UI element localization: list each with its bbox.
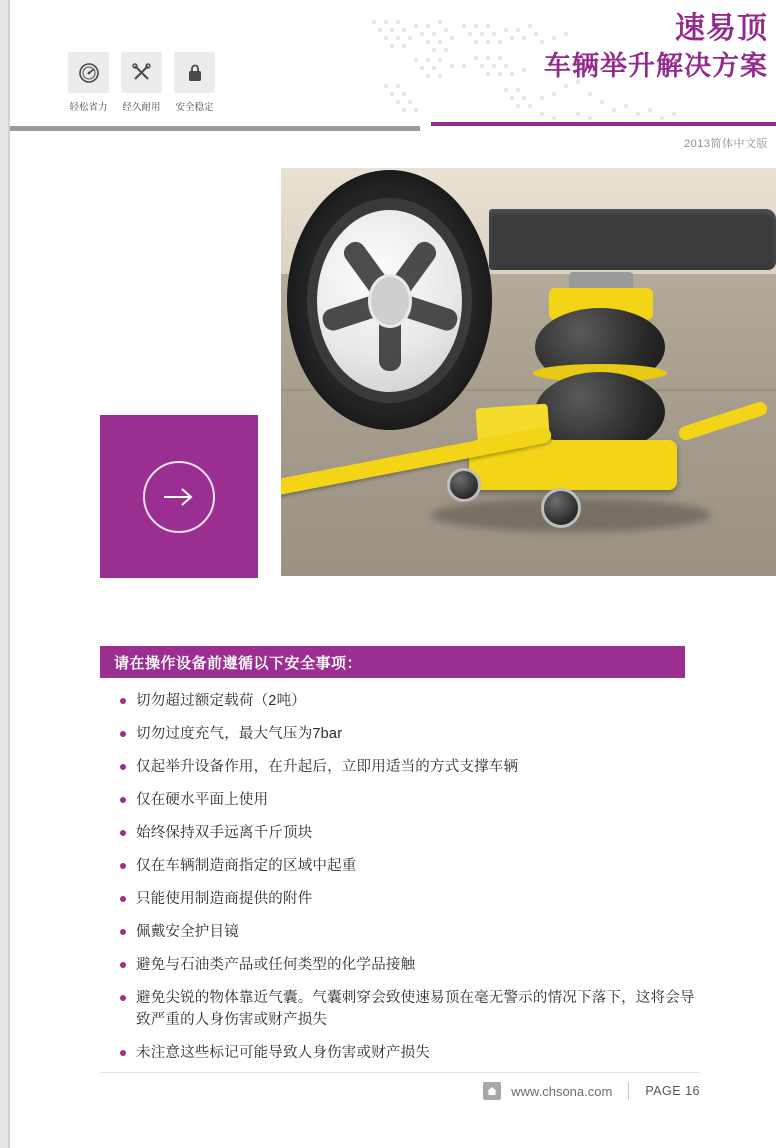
footer-page-number: PAGE 16: [645, 1084, 700, 1098]
list-item: [100, 954, 700, 976]
lock-icon-glyph: [183, 61, 207, 85]
tools-icon: [121, 52, 162, 93]
footer-website[interactable]: www.chsona.com: [511, 1083, 613, 1099]
list-item: [100, 690, 700, 712]
list-item: [100, 756, 700, 778]
list-item-text: 仅起举升设备作用，在升起后，立即用适当的方式支撑车辆: [136, 758, 519, 775]
feature-icon-item: [121, 52, 162, 113]
page-header: [0, 0, 776, 150]
hero-wheel-rim: [317, 210, 462, 392]
list-item-text: 避免尖锐的物体靠近气囊。气囊刺穿会致使速易顶在毫无警示的情况下落下，这将会导致严重的人身伤害或财产损失: [136, 989, 695, 1029]
bullet-icon: [120, 731, 126, 737]
rim-hub: [368, 274, 412, 328]
bullet-icon: [120, 896, 126, 902]
jack-caster-front: [447, 468, 481, 502]
list-item-text: 佩戴安全护目镜: [136, 923, 239, 940]
header-brand-block: [356, 0, 776, 130]
list-item-text: 切勿超过额定载荷（2吨）: [136, 693, 306, 709]
tools-icon-glyph: [130, 61, 154, 85]
bullet-icon: [120, 995, 126, 1001]
bullet-icon: [120, 1050, 126, 1056]
list-item-text: 仅在硬水平面上使用: [136, 791, 269, 808]
page-footer: [100, 1082, 700, 1100]
bullet-icon: [120, 830, 126, 836]
feature-icon-label: 轻松省力: [69, 102, 108, 113]
arrow-right-icon: [143, 461, 215, 533]
gauge-icon-glyph: [77, 61, 101, 85]
bullet-icon: [120, 764, 126, 770]
brand-subtitle: 车辆举升解决方案: [544, 51, 768, 81]
list-item-text: 切勿过度充气，最大气压为7bar: [136, 725, 343, 742]
left-edge-rail: [0, 0, 10, 1148]
list-item: [100, 921, 700, 943]
bullet-icon: [120, 797, 126, 803]
list-item: [100, 987, 700, 1032]
hero-car-sill: [489, 209, 776, 270]
feature-icon-label: 经久耐用: [122, 102, 161, 113]
list-item-text: 避免与石油类产品或任何类型的化学品接触: [136, 956, 416, 973]
home-icon-glyph: [486, 1085, 498, 1097]
bullet-icon: [120, 929, 126, 935]
list-item: [100, 888, 700, 910]
safety-list: [100, 690, 700, 1075]
list-item: [100, 855, 700, 877]
bullet-icon: [120, 962, 126, 968]
list-item-text: 仅在车辆制造商指定的区域中起重: [136, 857, 357, 874]
bullet-icon: [120, 863, 126, 869]
feature-icon-group: [68, 52, 215, 113]
list-item: [100, 723, 700, 745]
safety-heading-bar: [100, 646, 685, 678]
list-item-text: 只能使用制造商提供的附件: [136, 890, 313, 907]
list-item: [100, 789, 700, 811]
header-divider: [10, 126, 420, 131]
safety-heading-text: 请在操作设备前遵循以下安全事项：: [114, 654, 363, 672]
left-edge-rail-line: [8, 0, 10, 1148]
edition-label: 2013简体中文版: [684, 138, 768, 150]
gauge-icon: [68, 52, 109, 93]
feature-icon-label: 安全稳定: [175, 102, 214, 113]
accent-arrow-panel: [100, 415, 258, 578]
hero-photo: [281, 168, 776, 576]
hero-tire: [287, 170, 492, 430]
footer-separator: [628, 1082, 629, 1100]
jack-caster-rear: [541, 488, 581, 528]
feature-icon-item: [68, 52, 109, 113]
lock-icon: [174, 52, 215, 93]
brand-underline: [431, 122, 776, 126]
footer-divider: [100, 1072, 700, 1073]
feature-icon-item: [174, 52, 215, 113]
list-item: [100, 1042, 700, 1064]
list-item-text: 始终保持双手远离千斤顶块: [136, 824, 313, 841]
brand-title: 速易顶: [675, 12, 768, 45]
home-icon: [483, 1082, 501, 1100]
list-item-text: 未注意这些标记可能导致人身伤害或财产损失: [136, 1045, 430, 1062]
arrow-right-icon-glyph: [160, 484, 198, 510]
list-item: [100, 822, 700, 844]
bullet-icon: [120, 698, 126, 704]
